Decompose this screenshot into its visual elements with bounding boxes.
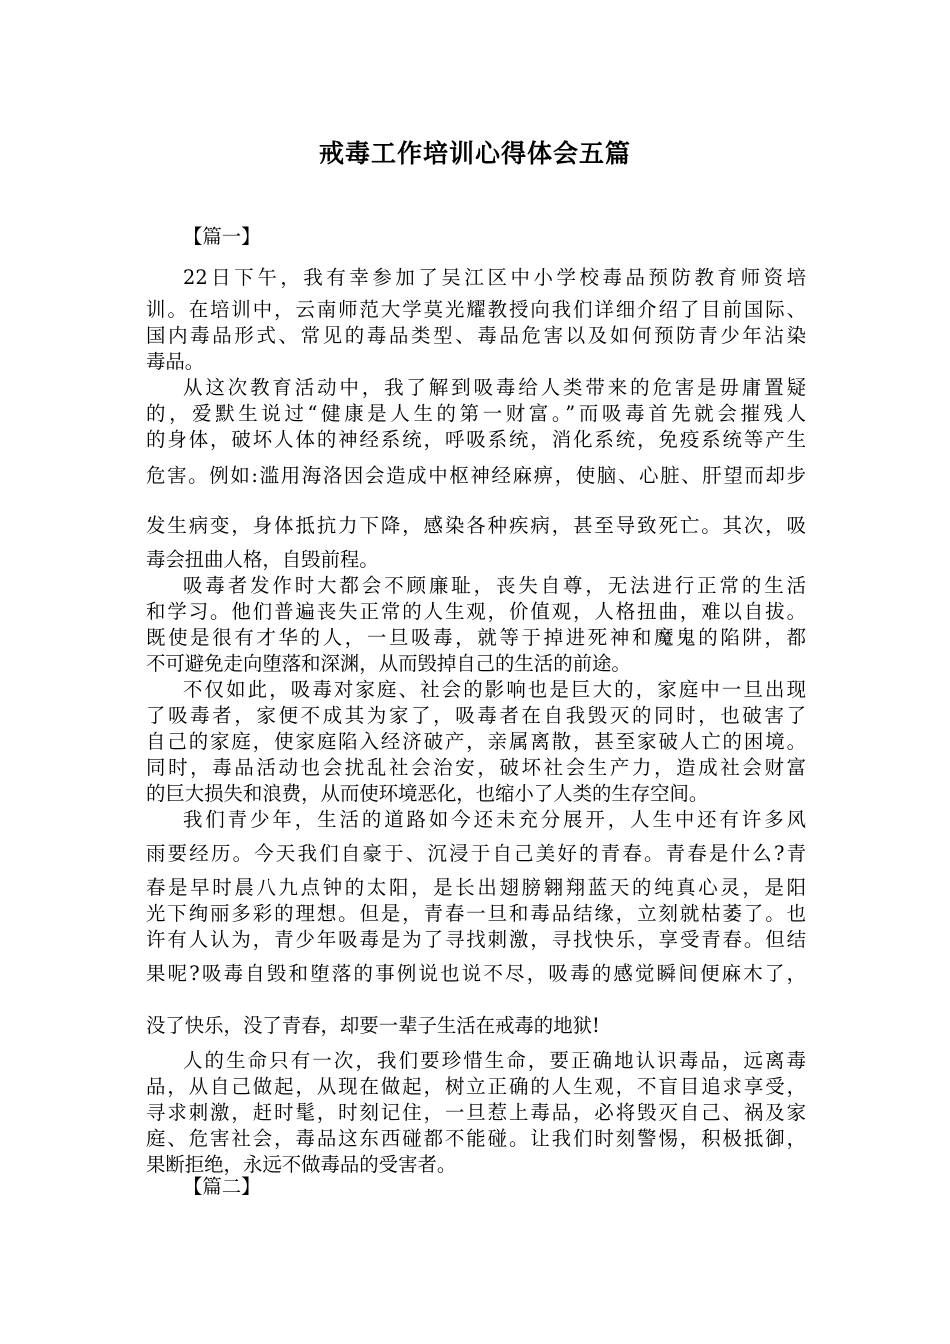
paragraph-line: 人的生命只有一次，我们要珍惜生命，要正确地认识毒品，远离毒 xyxy=(183,1049,806,1072)
paragraph-line: 春是早时晨八九点钟的太阳，是长出翅膀翱翔蓝天的纯真心灵，是阳 xyxy=(146,876,806,899)
paragraph-line: 没了快乐，没了青春，却要一辈子生活在戒毒的地狱! xyxy=(146,1014,600,1037)
paragraph-line: 果断拒绝，永远不做毒品的受害者。 xyxy=(146,1153,457,1176)
paragraph-line: 毒会扭曲人格，自毁前程。 xyxy=(146,548,379,571)
paragraph-line: 危害。例如:滥用海洛因会造成中枢神经麻痹，使脑、心脏、肝望而却步 xyxy=(146,464,806,487)
paragraph-line: 和学习。他们普遍丧失正常的人生观，价值观，人格扭曲，难以自拔。 xyxy=(146,600,806,623)
paragraph-line: 庭、危害社会，毒品这东西碰都不能碰。让我们时刻警惕，积极抵御， xyxy=(146,1127,806,1150)
paragraph-line: 我们青少年，生活的道路如今还未充分展开，人生中还有许多风 xyxy=(183,808,806,831)
paragraph-line: 国内毒品形式、常见的毒品类型、毒品危害以及如何预防青少年沾染 xyxy=(146,324,806,347)
paragraph-line: 同时，毒品活动也会扰乱社会治安，破坏社会生产力，造成社会财富 xyxy=(146,756,806,779)
paragraph-line: 吸毒者发作时大都会不顾廉耻，丧失自尊，无法进行正常的生活 xyxy=(183,574,806,597)
paragraph-line: 雨要经历。今天我们自豪于、沉浸于自己美好的青春。青春是什么?青 xyxy=(146,842,806,865)
paragraph-line: 了吸毒者，家便不成其为家了，吸毒者在自我毁灭的同时，也破害了 xyxy=(146,704,806,727)
document-title: 戒毒工作培训心得体会五篇 xyxy=(318,139,631,168)
paragraph-line: 22日下午，我有幸参加了吴江区中小学校毒品预防教育师资培 xyxy=(183,266,806,289)
paragraph-line: 的，爱默生说过“健康是人生的第一财富。”而吸毒首先就会摧残人 xyxy=(146,402,806,425)
paragraph-line: 的身体，破坏人体的神经系统，呼吸系统，消化系统，免疫系统等产生 xyxy=(146,428,806,451)
paragraph-line: 既使是很有才华的人，一旦吸毒，就等于掉进死神和魔鬼的陷阱，都 xyxy=(146,626,806,649)
section-label-1: 【篇一】 xyxy=(183,225,261,248)
paragraph-line: 光下绚丽多彩的理想。但是，青春一旦和毒品结缘，立刻就枯萎了。也 xyxy=(146,902,806,925)
paragraph-line: 许有人认为，青少年吸毒是为了寻找刺激，寻找快乐，享受青春。但结 xyxy=(146,928,806,951)
paragraph-line: 从这次教育活动中，我了解到吸毒给人类带来的危害是毋庸置疑 xyxy=(183,376,806,399)
paragraph-line: 训。在培训中，云南师范大学莫光耀教授向我们详细介绍了目前国际、 xyxy=(146,298,806,321)
paragraph-line: 果呢?吸毒自毁和堕落的事例说也说不尽，吸毒的感觉瞬间便麻木了， xyxy=(146,962,806,985)
paragraph-line: 自己的家庭，使家庭陷入经济破产，亲属离散，甚至家破人亡的困境。 xyxy=(146,730,806,753)
paragraph-line: 毒品。 xyxy=(146,350,205,373)
paragraph-line: 不仅如此，吸毒对家庭、社会的影响也是巨大的，家庭中一旦出现 xyxy=(183,678,806,701)
section-label-2: 【篇二】 xyxy=(183,1175,261,1198)
paragraph-line: 寻求刺激，赶时髦，时刻记住，一旦惹上毒品，必将毁灭自己、祸及家 xyxy=(146,1101,806,1124)
paragraph-line: 不可避免走向堕落和深渊，从而毁掉自己的生活的前途。 xyxy=(146,652,631,675)
paragraph-line: 发生病变，身体抵抗力下降，感染各种疾病，甚至导致死亡。其次，吸 xyxy=(146,514,806,537)
paragraph-line: 品，从自己做起，从现在做起，树立正确的人生观，不盲目追求享受， xyxy=(146,1075,806,1098)
paragraph-line: 的巨大损失和浪费，从而使环境恶化，也缩小了人类的生存空间。 xyxy=(146,782,709,805)
